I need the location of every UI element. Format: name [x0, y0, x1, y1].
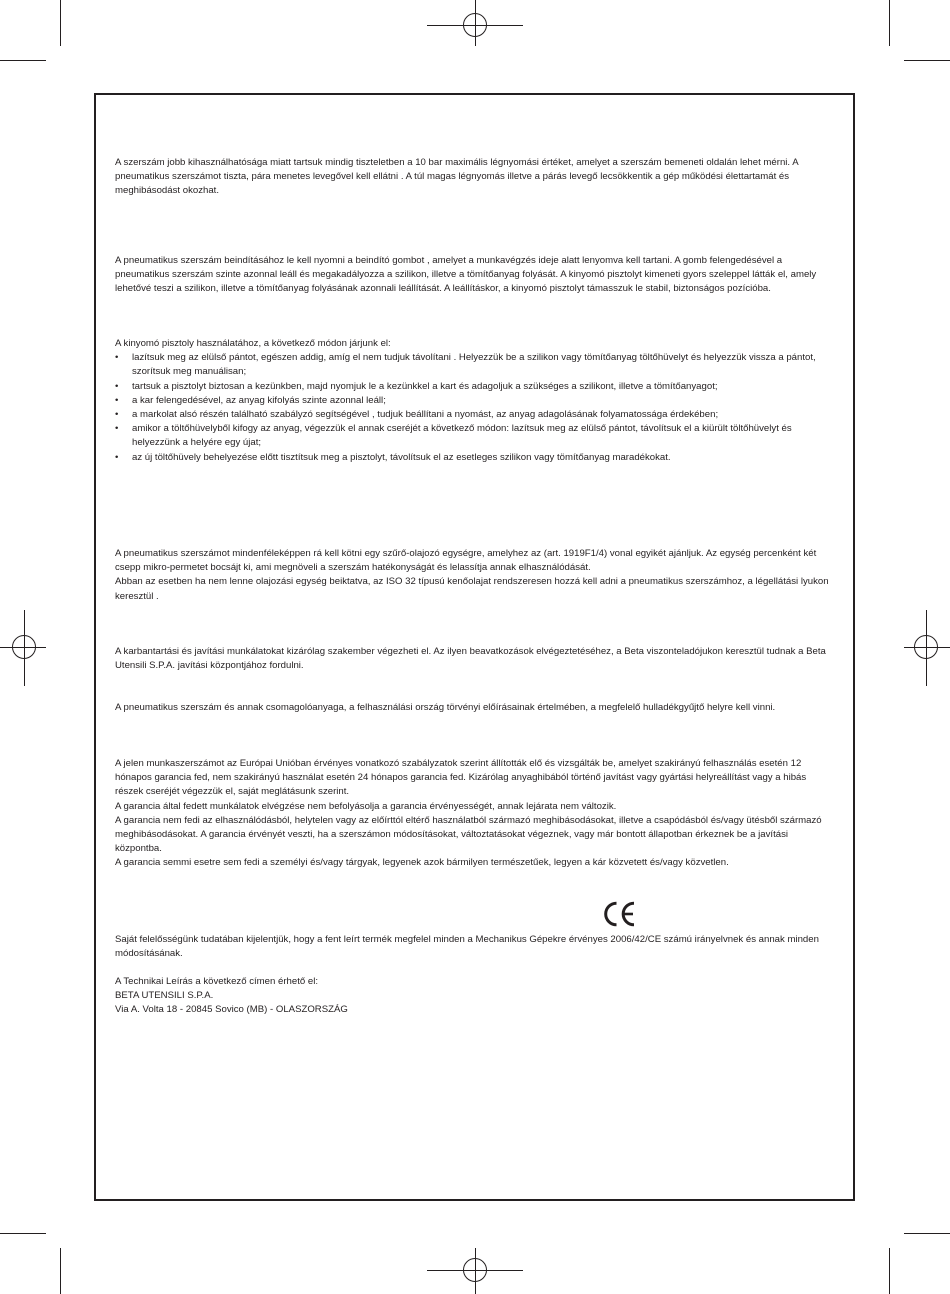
crop-mark	[889, 0, 890, 46]
company-name: BETA UTENSILI S.P.A.	[115, 990, 214, 1002]
list-item	[115, 451, 835, 465]
registration-line	[475, 1248, 476, 1294]
list-item-text: a markolat alsó részén található szabályzó segítségével , tudjuk beállítani a nyomást, az anyag adagolásának folyamatossága érdekében;	[132, 409, 719, 421]
usage-section	[115, 337, 835, 465]
bullet: •	[115, 409, 119, 421]
paragraph: A garancia nem fedi az elhasználódásból, helytelen vagy az előírttól eltérő használatból származó meghibásodásokat, illetve a csapódásból és/vagy ütésből származó meghibásodásokat. A garancia érvényét veszti, ha a szerszámon módosításokat, változtatásokat végeznek, vagy már bontott állapotban érkeznek be a javítási központba.	[115, 814, 822, 855]
list-item	[115, 394, 835, 408]
list-item-text: az új töltőhüvely behelyezése előtt tisztítsuk meg a pisztolyt, távolítsuk el az esetleges szilikon vagy tömítőanyag maradékokat.	[132, 451, 671, 463]
list-item	[115, 351, 835, 379]
list-item-text: lazítsuk meg az elülső pántot, egészen addig, amíg el nem tudjuk távolítani . Helyezzük be a szilikon vagy tömítőanyag töltőhüvelyt és helyezzük vissza a pántot, szorítsuk meg manuálisan;	[132, 352, 816, 378]
paragraph: A garancia semmi esetre sem fedi a személyi és/vagy tárgyak, legyenek azok bármilyen természetűek, legyen a kár közvetett és/vagy közvetlen.	[115, 857, 729, 869]
paragraph: A jelen munkaszerszámot az Európai Unióban érvényes vonatkozó szabályzatok szerint állították elő és vizsgálták be, amelyet szakirányú felhasználás esetén 12 hónapos garancia fed, nem szakirányú használat esetén 24 hónapos garancia fed. Kizárólag anyaghibából történő javítást vagy gyártási helyreállítást vagy a hibás részek cseréjét végezzük el, saját meglátásunk szerint.	[115, 758, 807, 798]
paragraph: Abban az esetben ha nem lenne olajozási egység beiktatva, az ISO 32 típusú kenőolajat rendszeresen hozzá kell adni a pneumatikus szerszámhoz, a légellátási lyukon keresztül .	[115, 576, 829, 602]
crop-mark	[0, 60, 46, 61]
start-section	[115, 254, 835, 297]
paragraph: A pneumatikus szerszám beindításához le kell nyomni a beindító gombot , amelyet a munkavégzés ideje alatt lenyomva kell tartani. A gomb felengedésével a pneumatikus szerszám szinte azonnal leáll és megakadályozza a szilikon, illetve a tömítőanyag folyását. A kinyomó pisztolyt kimeneti gyors szeleppel látták el, amely lehetővé teszi a szilikon, illetve a tömítőanyag folyásának azonnali leállítását. A leállításkor, a kinyomó pisztolyt támasszuk le stabil, biztonságos pozícióba.	[115, 255, 817, 295]
ce-mark-icon	[602, 900, 638, 928]
crop-mark	[889, 1248, 890, 1294]
paragraph: A pneumatikus szerszámot mindenféleképpen rá kell kötni egy szűrő-olajozó egységre, amelyhez az (art. 1919F1/4) vonal egyikét ajánljuk. Az egység percenként két csepp mikro-permetet bocsájt ki, ami megnöveli a szerszám hatékonyságát és lelassítja annak elhasználódását.	[115, 548, 817, 574]
paragraph: A szerszám jobb kihasználhatósága miatt tartsuk mindig tiszteletben a 10 bar maximális légnyomási értéket, amelyet a szerszám bemeneti oldalán lehet mérni. A pneumatikus szerszámot tiszta, pára menetes levegővel kell ellátni . A túl magas légnyomás illetve a párás levegő lecsökkentik a gép működési élettartamát és meghibásodást okozhat.	[115, 157, 799, 197]
crop-mark	[60, 1248, 61, 1294]
maintenance-section	[115, 645, 835, 673]
registration-line	[0, 647, 46, 648]
crop-mark	[904, 1233, 950, 1234]
registration-line	[24, 610, 25, 686]
crop-mark	[904, 60, 950, 61]
paragraph: A garancia által fedett munkálatok elvégzése nem befolyásolja a garancia érvényességét, annak lejárata nem változik.	[115, 800, 617, 812]
paragraph: A pneumatikus szerszám és annak csomagolóanyaga, a felhasználási ország törvényi előírásainak értelmében, a megfelelő hulladékgyűjtő helyre kell vinni.	[115, 702, 776, 713]
paragraph: A kinyomó pisztoly használatához, a következő módon járjunk el:	[115, 338, 391, 349]
address-section	[115, 975, 835, 1018]
list-item	[115, 422, 835, 450]
address-intro: A Technikai Leírás a következő címen érhető el:	[115, 976, 319, 987]
bullet: •	[115, 394, 119, 406]
crop-mark	[0, 1233, 46, 1234]
bullet: •	[115, 352, 119, 364]
registration-line	[926, 610, 927, 686]
list-item	[115, 408, 835, 422]
declaration-section	[115, 933, 835, 961]
crop-mark	[60, 0, 61, 46]
list-item-text: amikor a töltőhüvelyből kifogy az anyag, végezzük el annak cseréjét a következő módon: lazítsuk meg az elülső pántot, távolítsuk el a kiürült töltőhüvelyt és helyezzünk a helyére egy újat;	[132, 423, 792, 449]
air-pressure-section	[115, 156, 835, 199]
warranty-section	[115, 757, 835, 871]
bullet: •	[115, 423, 119, 435]
registration-line	[904, 647, 950, 648]
company-address: Via A. Volta 18 - 20845 Sovico (MB) - OLASZORSZÁG	[115, 1004, 348, 1016]
bullet: •	[115, 380, 119, 392]
list-item-text: tartsuk a pisztolyt biztosan a kezünkben, majd nyomjuk le a kezünkkel a kart és adagoljuk a szükséges a szilikont, illetve a tömítőanyagot;	[132, 380, 718, 392]
paragraph: Saját felelősségünk tudatában kijelentjük, hogy a fent leírt termék megfelel minden a Mechanikus Gépekre érvényes 2006/42/CE számú irányelvnek és annak minden módosításának.	[115, 934, 819, 960]
registration-line	[475, 0, 476, 46]
list-item	[115, 380, 835, 394]
paragraph: A karbantartási és javítási munkálatokat kizárólag szakember végezheti el. Az ilyen beavatkozások elvégeztetéséhez, a Beta viszonteladójukon keresztül tudnak a Beta Utensili S.P.A. javítási központjához fordulni.	[115, 646, 826, 672]
bullet: •	[115, 451, 119, 463]
lubrication-section	[115, 547, 835, 604]
disposal-section	[115, 701, 835, 715]
list-item-text: a kar felengedésével, az anyag kifolyás szinte azonnal leáll;	[132, 394, 386, 406]
